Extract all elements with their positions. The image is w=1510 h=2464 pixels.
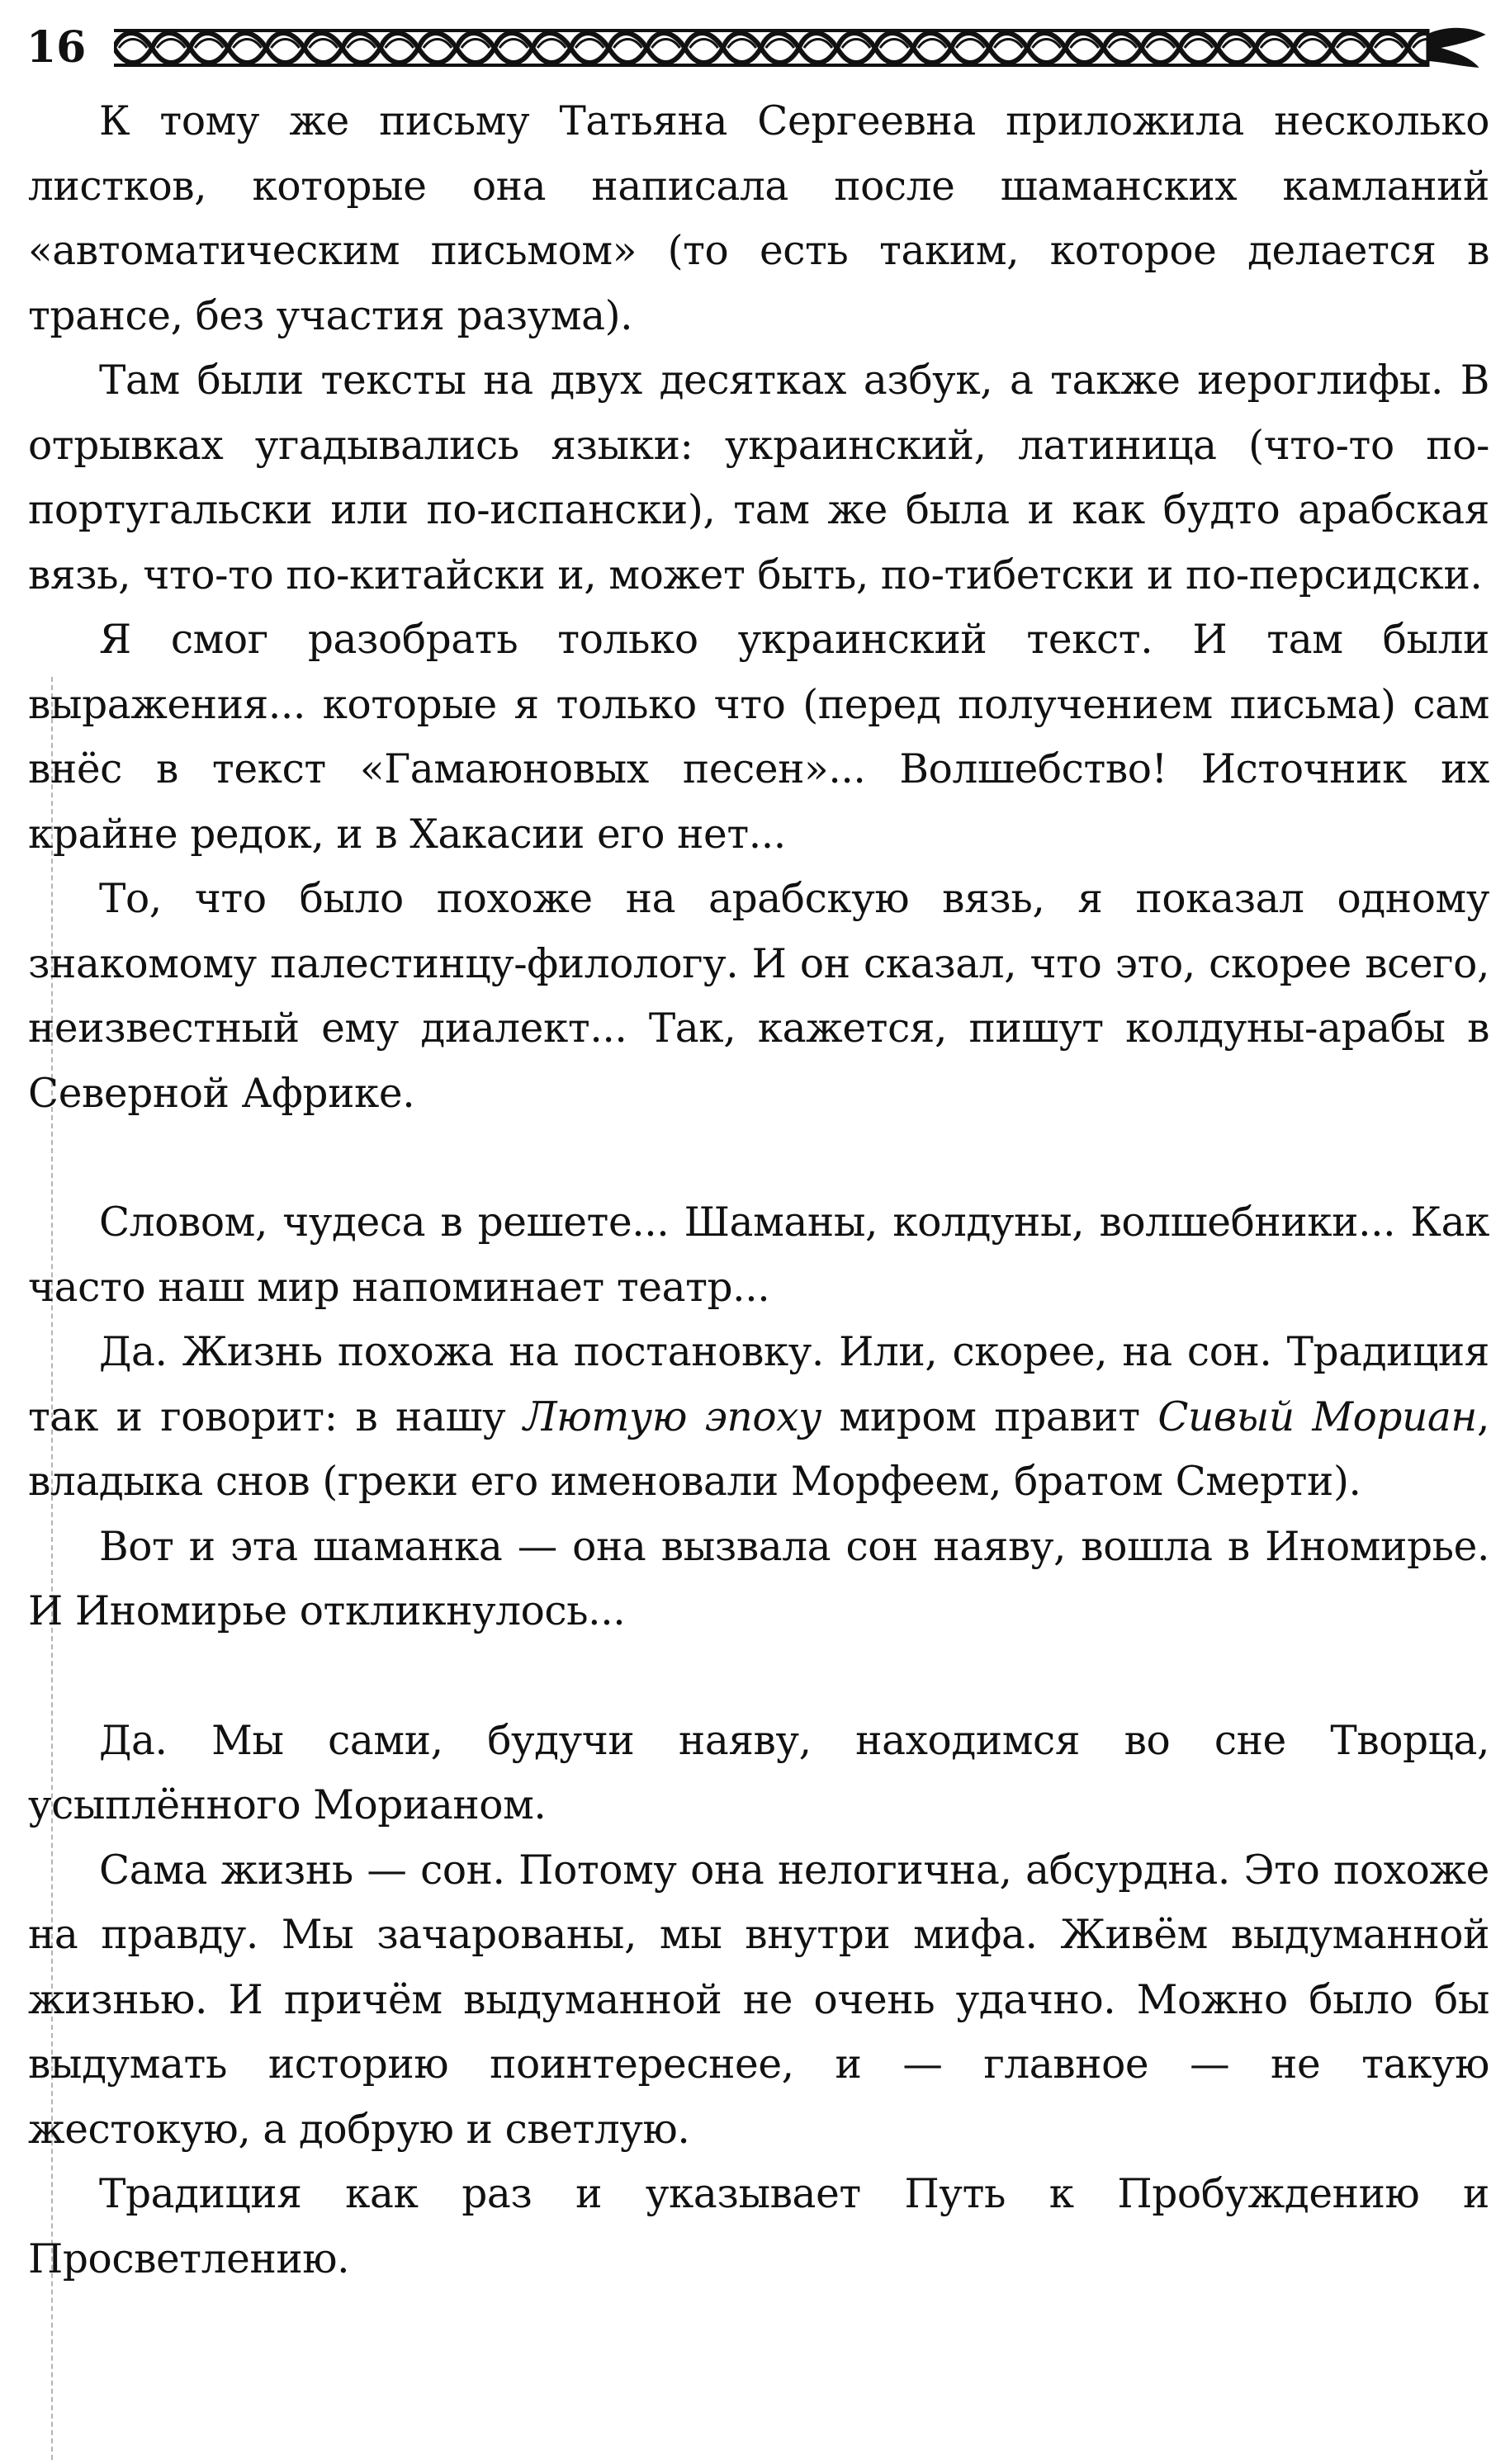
paragraph-2: Там были тексты на двух десятках азбук, а также иероглифы. В отрывках угадывались языки: украинский, латиница (что-то по-португальски или по-испански), там же была и как будто арабская вязь, что-то по-китайски и, может быть, по-тибетски и по-персидски. [28,357,1489,598]
paragraph-5: Словом, чудеса в решете... Шаманы, колдуны, волшебники... Как часто наш мир напоминает театр... [28,1199,1489,1311]
paragraph-6: Да. Жизнь похожа на постановку. Или, скорее, на сон. Традиция так и говорит: в нашу Лютую эпоху миром правит Сивый Мориан, владыка снов (греки его именовали Морфеем, братом Смерти). [28,1329,1490,1505]
paragraph-10: Традиция как раз и указывает Путь к Пробуждению и Просветлению. [28,2171,1489,2282]
braided-rope-border-icon [114,23,1488,73]
page-number: 16 [26,22,87,73]
paragraph-1: К тому же письму Татьяна Сергеевна приложила несколько листков, которые она написала после шаманских камланий «автоматическим письмом» (то есть таким, которое делается в трансе, без участия разума). [28,98,1489,339]
paragraph-3: Я смог разобрать только украинский текст. И там были выражения... которые я только что (перед получением письма) сам внёс в текст «Гамаюновых песен»... Волшебство! Источник их крайне редок, и в Хакасии его нет... [28,617,1489,858]
paragraph-9: Сама жизнь — сон. Потому она нелогична, абсурдна. Это похоже на правду. Мы зачарованы, мы внутри мифа. Живём выдуманной жизнью. И причём выдуманной не очень удачно. Можно было бы выдумать историю поинтереснее, и — главное — не такую жестокую, а добрую и светлую. [28,1847,1489,2153]
page-header [26,15,1488,81]
italic-phrase-lyutaya-epokha: Лютую эпоху [523,1393,821,1440]
paragraph-7: Вот и эта шаманка — она вызвала сон наяву, вошла в Иномирье. И Иномирье откликнулось... [28,1523,1489,1634]
italic-phrase-sivyi-morian: Сивый Мориан [1157,1393,1477,1440]
body-text [28,89,1489,2291]
paragraph-4: То, что было похоже на арабскую вязь, я показал одному знакомому палестинцу-филологу. И он сказал, что это, скорее всего, неизвестный ему диалект... Так, кажется, пишут колдуны-арабы в Северной Африке. [28,876,1489,1117]
paragraph-8: Да. Мы сами, будучи наяву, находимся во сне Творца, усыплённого Морианом. [28,1717,1489,1828]
